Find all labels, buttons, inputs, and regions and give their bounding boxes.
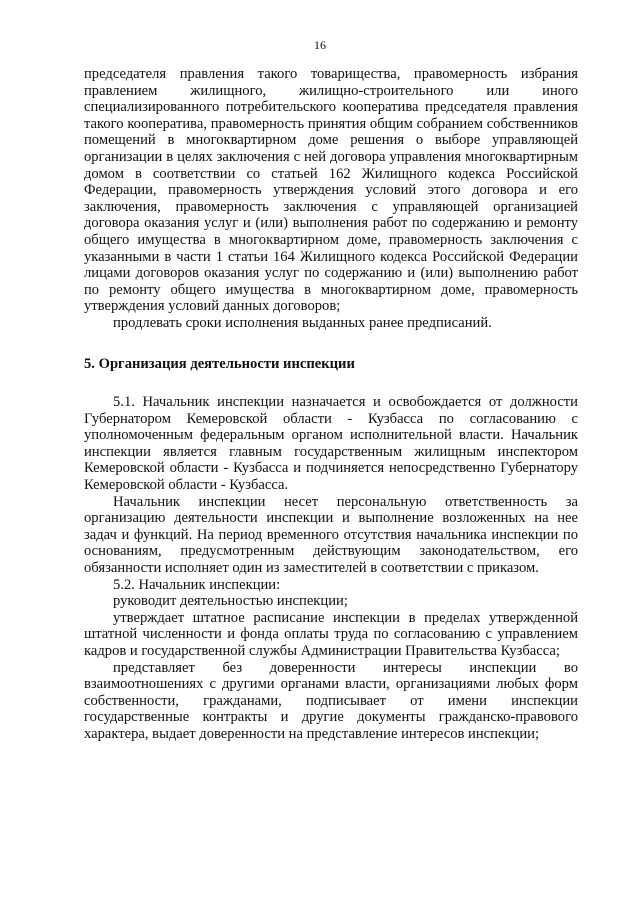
page-number: 16 bbox=[314, 38, 326, 52]
paragraph-5-2: 5.2. Начальник инспекции: bbox=[113, 576, 281, 593]
section-heading: 5. Организация деятельности инспекции bbox=[84, 355, 355, 372]
paragraph-5-1: 5.1. Начальник инспекции назначается и освобождается от должности Губернатором Кемеровской области - Кузбасса по согласованию с уполномоченным федеральным органом исполнительной власти. Начальник инспекции является главным государственным жилищным инспектором Кемеровской области - Кузбасса и подчиняется непосредственно Губернатору Кемеровской области - Кузбасса. bbox=[84, 394, 578, 494]
paragraph-head-responsibility: Начальник инспекции несет персональную ответственность за организацию деятельности инспекции и выполнение возложенных на нее задач и функций. На период временного отсутствия начальника инспекции по основаниям, предусмотренным действующим законодательством, его обязанности исполняет один из заместителей в соответствии с приказом. bbox=[84, 493, 578, 577]
paragraph-represents-interests: представляет без доверенности интересы инспекции во взаимоотношениях с другими органами власти, организациями любых форм собственности, гражданами, подписывает от имени инспекции государственные контракты и другие документы гражданско-правового характера, выдает доверенности на представление интересов инспекции; bbox=[84, 659, 578, 742]
paragraph-extend-deadlines: продлевать сроки исполнения выданных ранее предписаний. bbox=[113, 314, 492, 331]
document-body bbox=[84, 66, 578, 743]
paragraph-manages-activity: руководит деятельностью инспекции; bbox=[113, 593, 348, 610]
paragraph-prior-section-continuation: председателя правления такого товарищества, правомерность избрания правлением жилищного, жилищно-строительного или иного специализированного потребительского кооператива председателя правления такого кооператива, правомерность принятия общим собранием собственников помещений в многоквартирном доме решения о выборе управляющей организации в целях заключения с ней договора управления многоквартирным домом в соответствии со статьей 162 Жилищного кодекса Российской Федерации, правомерность утверждения условий этого договора и его заключения, правомерность заключения с управляющей организацией договора оказания услуг и (или) выполнения работ по содержанию и ремонту общего имущества в многоквартирном доме, правомерность заключения с указанными в части 1 статьи 164 Жилищного кодекса Российской Федерации лицами договоров оказания услуг по содержанию и (или) выполнению работ по ремонту общего имущества в многоквартирном доме, правомерность утверждения условий данных договоров; bbox=[84, 66, 578, 315]
paragraph-staff-schedule: утверждает штатное расписание инспекции в пределах утвержденной штатной численности и фонда оплаты труда по согласованию с управлением кадров и государственной службы Администрации Правительства Кузбасса; bbox=[84, 609, 578, 659]
